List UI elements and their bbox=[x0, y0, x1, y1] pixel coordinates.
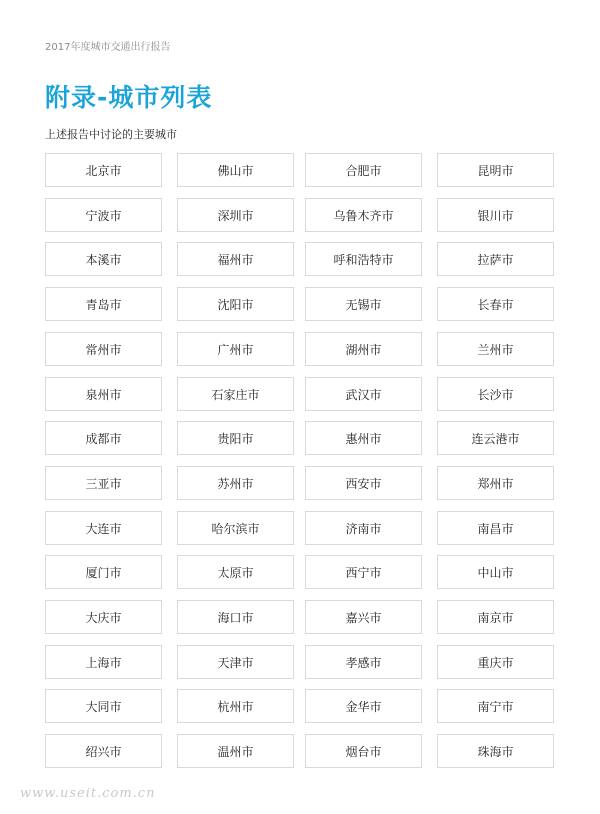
city-cell: 长春市 bbox=[437, 287, 554, 321]
city-cell: 广州市 bbox=[177, 332, 294, 366]
city-cell: 上海市 bbox=[45, 645, 162, 679]
page-subtitle: 上述报告中讨论的主要城市 bbox=[45, 128, 177, 141]
city-cell: 北京市 bbox=[45, 153, 162, 187]
city-cell: 常州市 bbox=[45, 332, 162, 366]
city-cell: 中山市 bbox=[437, 555, 554, 589]
city-cell: 厦门市 bbox=[45, 555, 162, 589]
city-cell: 珠海市 bbox=[437, 734, 554, 768]
city-cell: 哈尔滨市 bbox=[177, 511, 294, 545]
city-cell: 郑州市 bbox=[437, 466, 554, 500]
city-cell: 孝感市 bbox=[305, 645, 422, 679]
city-cell: 西安市 bbox=[305, 466, 422, 500]
city-cell: 宁波市 bbox=[45, 198, 162, 232]
city-cell: 重庆市 bbox=[437, 645, 554, 679]
city-cell: 南宁市 bbox=[437, 689, 554, 723]
city-cell: 昆明市 bbox=[437, 153, 554, 187]
page-title: 附录-城市列表 bbox=[45, 83, 213, 112]
city-cell: 苏州市 bbox=[177, 466, 294, 500]
city-cell: 南昌市 bbox=[437, 511, 554, 545]
city-cell: 贵阳市 bbox=[177, 421, 294, 455]
city-cell: 海口市 bbox=[177, 600, 294, 634]
city-cell: 大同市 bbox=[45, 689, 162, 723]
city-cell: 大连市 bbox=[45, 511, 162, 545]
city-cell: 三亚市 bbox=[45, 466, 162, 500]
city-cell: 湖州市 bbox=[305, 332, 422, 366]
city-cell: 杭州市 bbox=[177, 689, 294, 723]
city-cell: 兰州市 bbox=[437, 332, 554, 366]
city-cell: 惠州市 bbox=[305, 421, 422, 455]
city-cell: 深圳市 bbox=[177, 198, 294, 232]
city-cell: 太原市 bbox=[177, 555, 294, 589]
city-cell: 石家庄市 bbox=[177, 377, 294, 411]
city-cell: 金华市 bbox=[305, 689, 422, 723]
watermark: www.useit.com.cn bbox=[20, 786, 156, 801]
city-cell: 拉萨市 bbox=[437, 242, 554, 276]
city-cell: 合肥市 bbox=[305, 153, 422, 187]
city-cell: 南京市 bbox=[437, 600, 554, 634]
city-cell: 大庆市 bbox=[45, 600, 162, 634]
city-cell: 呼和浩特市 bbox=[305, 242, 422, 276]
city-cell: 银川市 bbox=[437, 198, 554, 232]
city-cell: 武汉市 bbox=[305, 377, 422, 411]
city-cell: 青岛市 bbox=[45, 287, 162, 321]
city-cell: 福州市 bbox=[177, 242, 294, 276]
city-cell: 济南市 bbox=[305, 511, 422, 545]
report-header: 2017年度城市交通出行报告 bbox=[45, 42, 171, 53]
city-cell: 泉州市 bbox=[45, 377, 162, 411]
city-cell: 本溪市 bbox=[45, 242, 162, 276]
city-cell: 绍兴市 bbox=[45, 734, 162, 768]
city-cell: 西宁市 bbox=[305, 555, 422, 589]
city-cell: 沈阳市 bbox=[177, 287, 294, 321]
city-cell: 温州市 bbox=[177, 734, 294, 768]
city-cell: 乌鲁木齐市 bbox=[305, 198, 422, 232]
city-cell: 天津市 bbox=[177, 645, 294, 679]
city-cell: 无锡市 bbox=[305, 287, 422, 321]
city-cell: 嘉兴市 bbox=[305, 600, 422, 634]
city-cell: 连云港市 bbox=[437, 421, 554, 455]
city-cell: 成都市 bbox=[45, 421, 162, 455]
city-cell: 长沙市 bbox=[437, 377, 554, 411]
city-cell: 佛山市 bbox=[177, 153, 294, 187]
city-cell: 烟台市 bbox=[305, 734, 422, 768]
